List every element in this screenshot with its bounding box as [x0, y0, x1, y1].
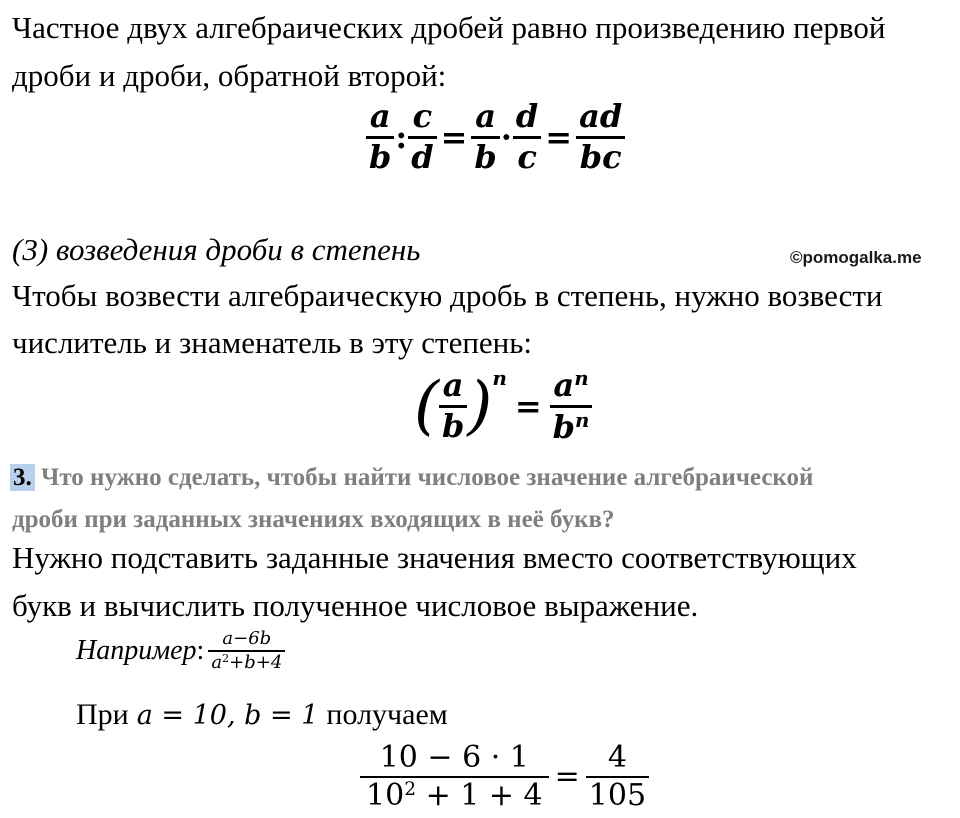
base-a: a — [553, 365, 575, 404]
fraction-c-over-d — [408, 97, 436, 176]
equals-sign: = — [514, 387, 542, 425]
numerator — [550, 365, 591, 404]
numerator: ad — [579, 97, 623, 135]
power-formula — [414, 365, 592, 446]
denominator — [360, 777, 549, 813]
values-expression: a = 10, b = 1 — [136, 700, 319, 731]
denominator: 105 — [588, 777, 647, 813]
fraction-an-over-bn — [550, 365, 593, 446]
fraction-d-over-c — [513, 97, 541, 176]
right-parenthesis: ) — [467, 369, 493, 443]
denominator-rest: +b+4 — [229, 652, 283, 674]
question-line1 — [10, 464, 813, 492]
values-prefix: При — [76, 698, 129, 731]
quotient-text-line2: дроби и дроби, обратной второй: — [12, 58, 447, 93]
numerator: d — [515, 97, 539, 135]
numerator: c — [412, 97, 433, 135]
example-fraction — [208, 630, 285, 673]
quotient-text-line1: Частное двух алгебраических дробей равно произведению первой — [12, 10, 886, 45]
numerator: 4 — [607, 740, 627, 776]
colon-operator: : — [395, 118, 408, 157]
values-suffix: получаем — [326, 698, 448, 731]
denominator: b — [369, 137, 392, 176]
answer-text-line2: букв и вычислить полученное числовое выражение. — [12, 588, 699, 623]
example-label: Например — [76, 635, 197, 667]
question-text-line2: дроби при заданных значениях входящих в неё букв? — [12, 506, 615, 533]
power-text-line2: числитель и знаменатель в эту степень: — [12, 325, 533, 360]
quotient-formula — [366, 97, 625, 176]
values-line — [76, 698, 448, 732]
equals-sign: = — [554, 759, 580, 795]
base-10: 10 — [366, 777, 405, 813]
dot-operator: · — [500, 118, 512, 157]
base-b: b — [552, 407, 576, 446]
numerator: a — [475, 97, 496, 135]
exponent-n: n — [574, 366, 589, 390]
answer-text-line1: Нужно подставить заданные значения вместо соответствующих — [12, 540, 857, 575]
exponent-2: 2 — [222, 651, 230, 665]
exponent-n: n — [575, 407, 590, 432]
equals-sign: = — [545, 118, 573, 157]
exponent-2: 2 — [404, 778, 417, 800]
denominator: b — [441, 406, 465, 445]
numerator: a — [442, 365, 464, 404]
fraction-a-over-b — [439, 365, 467, 445]
base-a: a — [211, 652, 223, 674]
denominator-rest: + 1 + 4 — [416, 777, 543, 813]
calculation-fraction — [360, 742, 549, 811]
denominator — [550, 407, 593, 446]
calculation-formula — [360, 742, 649, 811]
fraction-a-over-b — [366, 97, 394, 176]
result-fraction — [586, 742, 649, 811]
denominator: d — [411, 137, 434, 176]
left-parenthesis: ( — [414, 369, 439, 443]
watermark: ©pomogalka.me — [790, 248, 922, 267]
fraction-a-over-b-2 — [471, 97, 499, 176]
numerator: 10 − 6 · 1 — [379, 740, 529, 775]
power-heading: (3) возведения дроби в степень — [12, 232, 421, 267]
numerator: a−6b — [222, 628, 272, 649]
denominator: bc — [579, 137, 622, 176]
power-text-line1: Чтобы возвести алгебраическую дробь в степень, нужно возвести — [12, 278, 883, 313]
question-text-line1: Что нужно сделать, чтобы найти числовое значение алгебраической — [41, 464, 814, 491]
question-number: 3. — [10, 464, 35, 491]
numerator: a — [369, 97, 391, 135]
equals-sign: = — [440, 118, 468, 157]
fraction-ad-over-bc — [576, 97, 625, 176]
denominator: b — [474, 137, 497, 176]
exponent-n: n — [492, 366, 507, 390]
example-line — [76, 630, 285, 673]
denominator: c — [517, 137, 537, 176]
example-colon: : — [196, 635, 205, 667]
denominator — [208, 653, 285, 673]
